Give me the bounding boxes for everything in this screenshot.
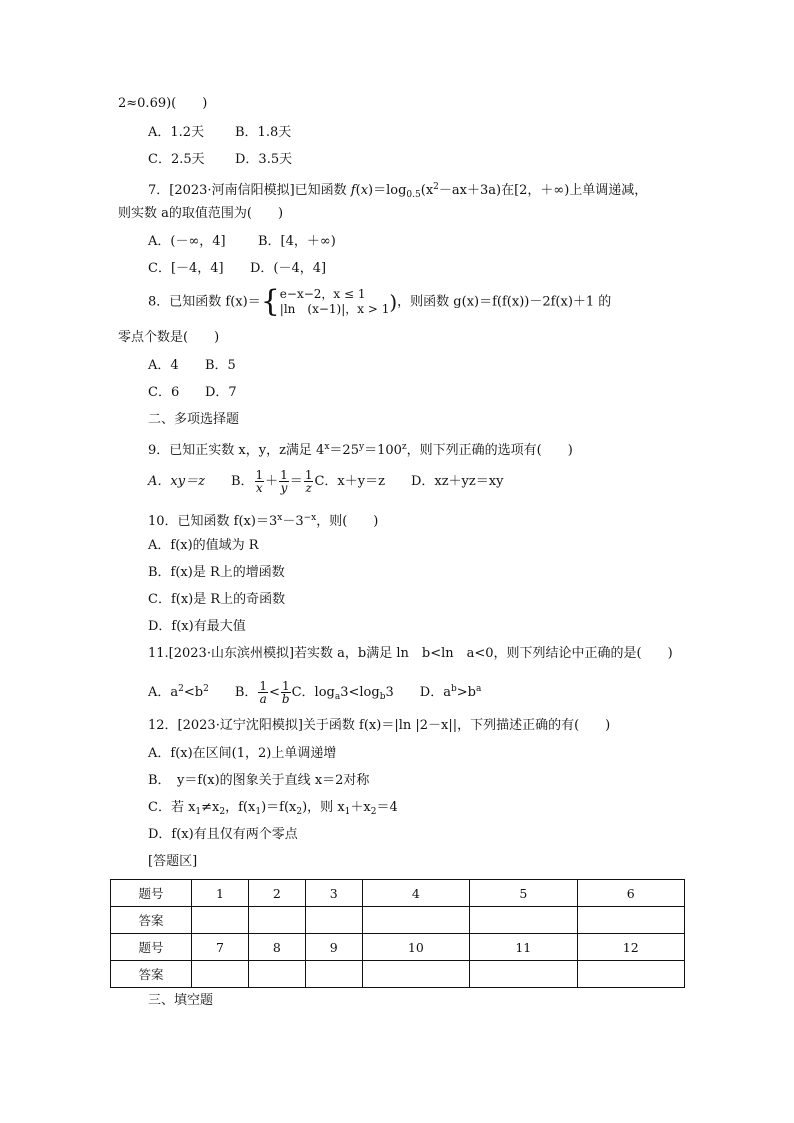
section-heading-fill-in: 三、填空题 bbox=[148, 993, 214, 1008]
q8-option-c: C．6 bbox=[148, 385, 180, 400]
q8-option-d: D．7 bbox=[205, 385, 237, 400]
question-number-cell: 1 bbox=[192, 880, 249, 907]
q12-option-d: D．f(x)有且仅有两个零点 bbox=[148, 827, 298, 842]
row-label-question: 题号 bbox=[111, 880, 192, 907]
q7-option-d: D．(－4，4] bbox=[250, 261, 327, 276]
q12-option-b: B． y＝f(x)的图象关于直线 x＝2对称 bbox=[148, 773, 370, 788]
q7-stem-line2: 则实数 a的取值范围为( ) bbox=[118, 206, 284, 221]
q6-option-d: D．3.5天 bbox=[235, 152, 293, 167]
q9-stem: 9．已知正实数 x，y，z满足 $4^x=25^y=100^z$，则下列正确的选项有( ) bbox=[148, 442, 573, 458]
answer-table bbox=[110, 879, 685, 988]
row-label-answer: 答案 bbox=[111, 907, 192, 934]
answer-cell[interactable] bbox=[305, 907, 362, 934]
question-number-cell: 12 bbox=[577, 934, 684, 961]
row-label-question: 题号 bbox=[111, 934, 192, 961]
q7-option-c: C．[－4，4] bbox=[148, 261, 224, 276]
table-row bbox=[111, 961, 685, 988]
q7-option-b: B．[4，＋∞) bbox=[258, 234, 336, 249]
q10-stem: 10．已知函数 $f(x)=3^x-3^{-x}$，则( ) bbox=[148, 513, 379, 529]
q11-options: A．$a^2<b^2$ B． $\frac{1}{a}$ < $\frac{1}{b}$ C．$\log_a3<\log_b3$ D．$a^b>b^a$ bbox=[148, 679, 482, 706]
question-number-cell: 3 bbox=[305, 880, 362, 907]
answer-cell[interactable] bbox=[577, 961, 684, 988]
answer-cell[interactable] bbox=[248, 961, 305, 988]
answer-cell[interactable] bbox=[362, 907, 469, 934]
q10-option-c: C．f(x)是 R上的奇函数 bbox=[148, 592, 286, 607]
answer-cell[interactable] bbox=[305, 961, 362, 988]
row-label-answer: 答案 bbox=[111, 961, 192, 988]
q10-option-b: B．f(x)是 R上的增函数 bbox=[148, 565, 285, 580]
q12-option-c: C．若 $x_1\ne x_2$，$f(x_1)=f(x_2)$，则 $x_1+x_2=4$ bbox=[148, 800, 398, 817]
q9-options: A．xy＝z B． $\frac{1}{x}$ ＋ $\frac{1}{y}$ ＝ $\frac{1}{z}$ C．x＋y＝z D．xz＋yz＝xy bbox=[148, 468, 504, 495]
q6-option-b: B．1.8天 bbox=[235, 125, 292, 140]
question-number-cell: 8 bbox=[248, 934, 305, 961]
q6-option-c: C．2.5天 bbox=[148, 152, 205, 167]
question-number-cell: 9 bbox=[305, 934, 362, 961]
answer-cell[interactable] bbox=[470, 961, 577, 988]
answer-area-label: [答题区] bbox=[148, 854, 198, 869]
q8-stem-line2: 零点个数是( ) bbox=[118, 330, 220, 345]
q8-option-a: A．4 bbox=[148, 358, 179, 373]
table-row bbox=[111, 907, 685, 934]
answer-cell[interactable] bbox=[192, 961, 249, 988]
q11-stem: 11.[2023·山东滨州模拟]若实数 a，b满足 ln b<ln a<0，则下列结论中正确的是( ) bbox=[148, 646, 673, 661]
piecewise-brace: { bbox=[260, 284, 280, 319]
section-heading-multiple-choice: 二、多项选择题 bbox=[148, 412, 240, 427]
question-number-cell: 5 bbox=[470, 880, 577, 907]
question-number-cell: 4 bbox=[362, 880, 469, 907]
q8-option-b: B．5 bbox=[205, 358, 236, 373]
answer-cell[interactable] bbox=[470, 907, 577, 934]
answer-cell[interactable] bbox=[248, 907, 305, 934]
table-row bbox=[111, 880, 685, 907]
q7-option-a: A．(－∞，4] bbox=[148, 234, 226, 249]
q12-stem: 12．[2023·辽宁沈阳模拟]关于函数 f(x)＝|ln |2－x||，下列描述正确的有( ) bbox=[148, 718, 611, 733]
answer-cell[interactable] bbox=[362, 961, 469, 988]
answer-cell[interactable] bbox=[192, 907, 249, 934]
q10-option-a: A．f(x)的值域为 R bbox=[148, 538, 259, 553]
question-number-cell: 11 bbox=[470, 934, 577, 961]
q8-stem: 8．已知函数 f(x)＝{ e−x−2，x ≤ 1 |ln (x−1)|，x > 1 )，则函数 g(x)＝f(f(x))－2f(x)＋1 的 bbox=[148, 284, 612, 319]
table-row bbox=[111, 934, 685, 961]
question-number-cell: 10 bbox=[362, 934, 469, 961]
continued-line: 2≈0.69)( ) bbox=[118, 96, 208, 111]
q6-option-a: A．1.2天 bbox=[148, 125, 205, 140]
answer-cell[interactable] bbox=[577, 907, 684, 934]
question-number-cell: 7 bbox=[192, 934, 249, 961]
q12-option-a: A．f(x)在区间(1，2)上单调递增 bbox=[148, 746, 337, 761]
q7-stem: 7．[2023·河南信阳模拟]已知函数 $f(x)=\log_{0.5}(x^2-ax+3a)$在[2，＋∞)上单调递减， bbox=[148, 182, 648, 200]
q10-option-d: D．f(x)有最大值 bbox=[148, 619, 246, 634]
question-number-cell: 6 bbox=[577, 880, 684, 907]
question-number-cell: 2 bbox=[248, 880, 305, 907]
